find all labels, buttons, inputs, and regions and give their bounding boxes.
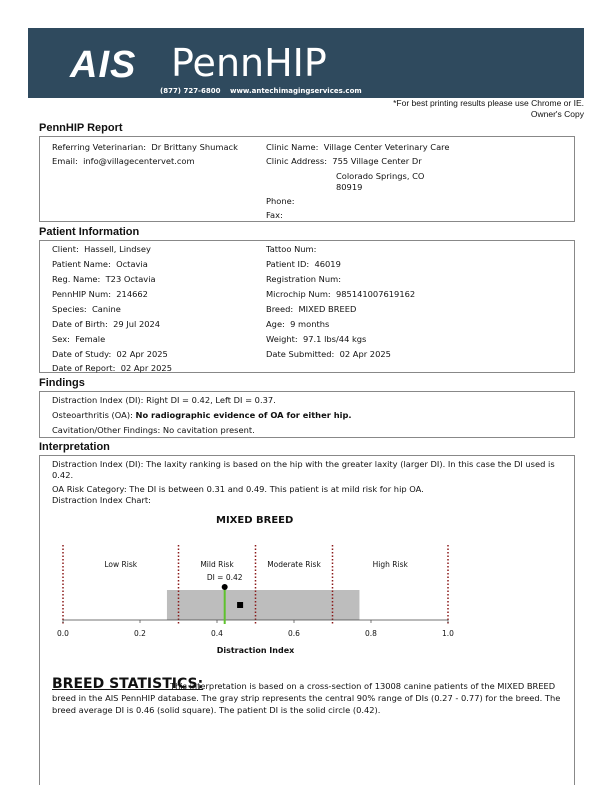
risk-zone-label: Moderate Risk <box>267 560 321 569</box>
patient-field: PennHIP Num: 214662 <box>52 289 148 299</box>
breed-range-strip <box>167 590 360 620</box>
x-tick-label: 1.0 <box>442 629 454 638</box>
findings-di: Distraction Index (DI): Right DI = 0.42, Left DI = 0.37. <box>52 395 276 405</box>
patient-field: Date of Report: 02 Apr 2025 <box>52 363 172 373</box>
pennhip-logo: PennHIP <box>171 41 327 85</box>
interpretation-section-title: Interpretation <box>39 441 110 453</box>
patient-di-label: DI = 0.42 <box>206 573 243 582</box>
x-tick-label: 0.0 <box>57 629 69 638</box>
patient-field: Reg. Name: T23 Octavia <box>52 274 156 284</box>
patient-field: Microchip Num: 985141007619162 <box>266 289 416 299</box>
owners-copy-note: Owner's Copy <box>530 109 584 119</box>
x-tick-label: 0.4 <box>211 629 223 638</box>
chart-title: MIXED BREED <box>216 515 294 526</box>
patient-section-title: Patient Information <box>39 226 140 238</box>
patient-field: Date of Study: 02 Apr 2025 <box>52 349 168 359</box>
findings-section-title: Findings <box>39 377 85 389</box>
interp-di-line-cont: 0.42. <box>52 470 74 480</box>
clinic-address: Clinic Address: 755 Village Center Dr <box>266 156 422 166</box>
patient-field: Breed: MIXED BREED <box>266 304 357 314</box>
breed-stats-heading: BREED STATISTICS: <box>52 676 204 692</box>
interp-di-line: Distraction Index (DI): The laxity ranking is based on the hip with the greater laxity (larger DI). In this case the DI used is <box>52 459 555 469</box>
x-tick-label: 0.8 <box>365 629 377 638</box>
breed-average-square <box>237 602 243 608</box>
x-axis-label: Distraction Index <box>216 646 295 655</box>
patient-field: Species: Canine <box>52 304 121 314</box>
breed-stats-text: This interpretation is based on a cross-section of 13008 canine patients of the MIXED BREED breed in the AIS PennHIP database. The gray strip represents the central 90% range of DIs (0.27 - 0.77) for the breed. The breed average DI is 0.46 (solid square). The patient DI is the solid circle (0.42). <box>52 681 561 715</box>
findings-cavitation: Cavitation/Other Findings: No cavitation present. <box>52 425 255 435</box>
banner-website: www.antechimagingservices.com <box>230 87 362 95</box>
patient-field: Date Submitted: 02 Apr 2025 <box>266 349 391 359</box>
referring-vet: Referring Veterinarian: Dr Brittany Shumack <box>52 142 238 152</box>
interp-oa-risk: OA Risk Category: The DI is between 0.31 and 0.49. This patient is at mild risk for hip OA. <box>52 484 424 494</box>
interp-chart-label: Distraction Index Chart: <box>52 495 151 505</box>
report-section-title: PennHIP Report <box>39 122 123 134</box>
patient-field: Tattoo Num: <box>266 244 317 254</box>
patient-field: Client: Hassell, Lindsey <box>52 244 151 254</box>
patient-field: Patient ID: 46019 <box>266 259 341 269</box>
patient-field: Age: 9 months <box>266 319 330 329</box>
clinic-address-city: Colorado Springs, CO <box>336 171 425 181</box>
patient-field: Sex: Female <box>52 334 106 344</box>
clinic-email: Email: info@villagecentervet.com <box>52 156 195 166</box>
banner-phone: (877) 727-6800 <box>160 87 221 95</box>
clinic-phone-label: Phone: <box>266 196 295 206</box>
x-tick-label: 0.6 <box>288 629 300 638</box>
findings-oa: Osteoarthritis (OA): No radiographic evidence of OA for either hip. <box>52 410 352 420</box>
risk-zone-label: Mild Risk <box>200 560 234 569</box>
printing-note: *For best printing results please use Chrome or IE. <box>393 98 584 108</box>
x-tick-label: 0.2 <box>134 629 146 638</box>
patient-field: Patient Name: Octavia <box>52 259 148 269</box>
patient-field: Registration Num: <box>266 274 342 284</box>
patient-di-circle <box>222 584 228 590</box>
clinic-fax-label: Fax: <box>266 210 283 220</box>
clinic-address-zip: 80919 <box>336 182 363 192</box>
patient-field: Weight: 97.1 lbs/44 kgs <box>266 334 367 344</box>
risk-zone-label: Low Risk <box>104 560 138 569</box>
ais-logo: AIS <box>70 44 137 86</box>
patient-field: Date of Birth: 29 Jul 2024 <box>52 319 161 329</box>
clinic-name: Clinic Name: Village Center Veterinary Care <box>266 142 450 152</box>
risk-zone-label: High Risk <box>372 560 408 569</box>
